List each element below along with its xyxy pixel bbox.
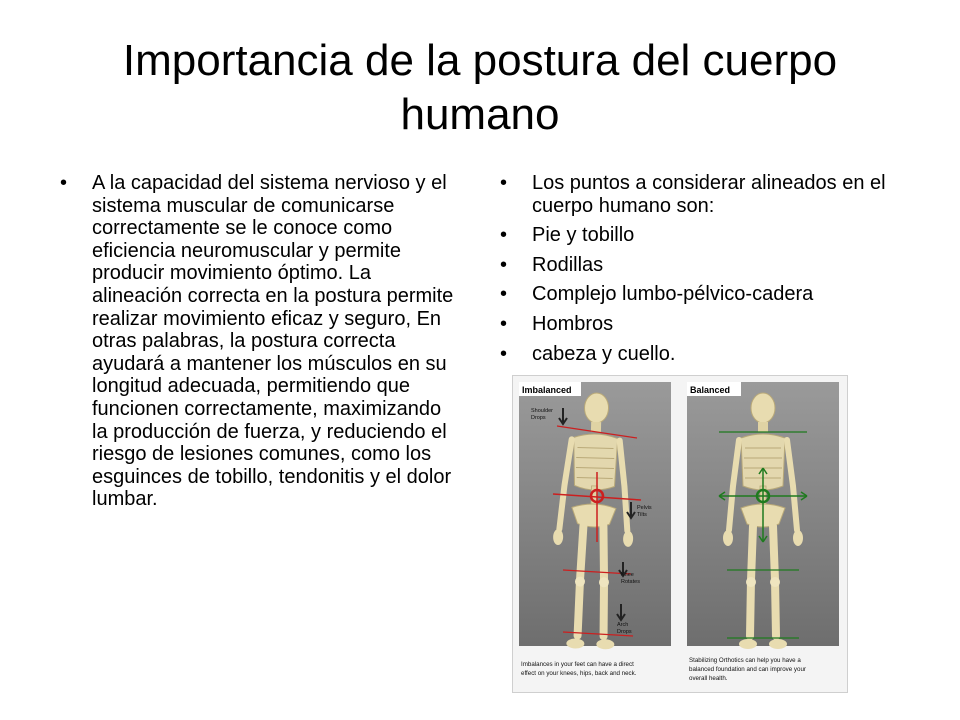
bullet-head-neck: • cabeza y cuello. (500, 343, 920, 366)
imbalanced-label: Imbalanced (522, 385, 572, 395)
annotation-tilts: Tilts (637, 512, 647, 518)
annotation-drops: Drops (531, 415, 546, 421)
imbalanced-caption-line: Imbalances in your feet can have a direct (521, 661, 634, 668)
annotation-arch: Arch (617, 622, 629, 628)
left-bullet-list (60, 172, 460, 511)
balanced-panel (687, 382, 839, 682)
left-column (60, 172, 460, 511)
balanced-label: Balanced (690, 385, 731, 395)
left-bullet-paragraph: • A la capacidad del sistema nervioso y el sistema muscular de comunicarse correctamente se le conoce como eficiencia neuromuscular y permite producir movimiento óptimo. La alineación correcta en la postura permite realizar movimiento eficaz y seguro, En otras palabras, la postura correcta ayudará a mantener los músculos en su longitud adecuada, permitiendo que funcionen correctamente, maximizando la producción de fuerza, y reduciendo el riesgo de lesiones comunes, como los esguinces de tobillo, tendonitis y el dolor lumbar. (60, 172, 460, 511)
imbalanced-caption-line: effect on your knees, hips, back and neck. (521, 670, 637, 677)
bullet-intro: • Los puntos a considerar alineados en el cuerpo humano son: (500, 172, 920, 217)
annotation-shoulder: Shoulder (531, 408, 554, 414)
balanced-caption-line: overall health. (689, 675, 728, 682)
annotation-pelvis: Pelvis (637, 505, 652, 511)
imbalanced-panel (519, 382, 671, 677)
balanced-caption-line: Stabilizing Orthotics can help you have a (689, 657, 801, 664)
right-bullet-list (500, 172, 920, 365)
bullet-shoulders: • Hombros (500, 313, 920, 336)
posture-figure (512, 375, 848, 693)
annotation-knee: Knee (621, 572, 634, 578)
slide-title: Importancia de la postura del cuerpo humano (122, 36, 838, 139)
bullet-knees: • Rodillas (500, 254, 920, 277)
right-column (500, 172, 920, 372)
annotation-arch-drops: Drops (617, 629, 632, 635)
annotation-rotates: Rotates (621, 579, 640, 585)
bullet-foot-ankle: • Pie y tobillo (500, 224, 920, 247)
bullet-lumbo-pelvic: • Complejo lumbo-pélvico-cadera (500, 283, 920, 306)
balanced-caption-line: balanced foundation and can improve your (689, 666, 806, 673)
